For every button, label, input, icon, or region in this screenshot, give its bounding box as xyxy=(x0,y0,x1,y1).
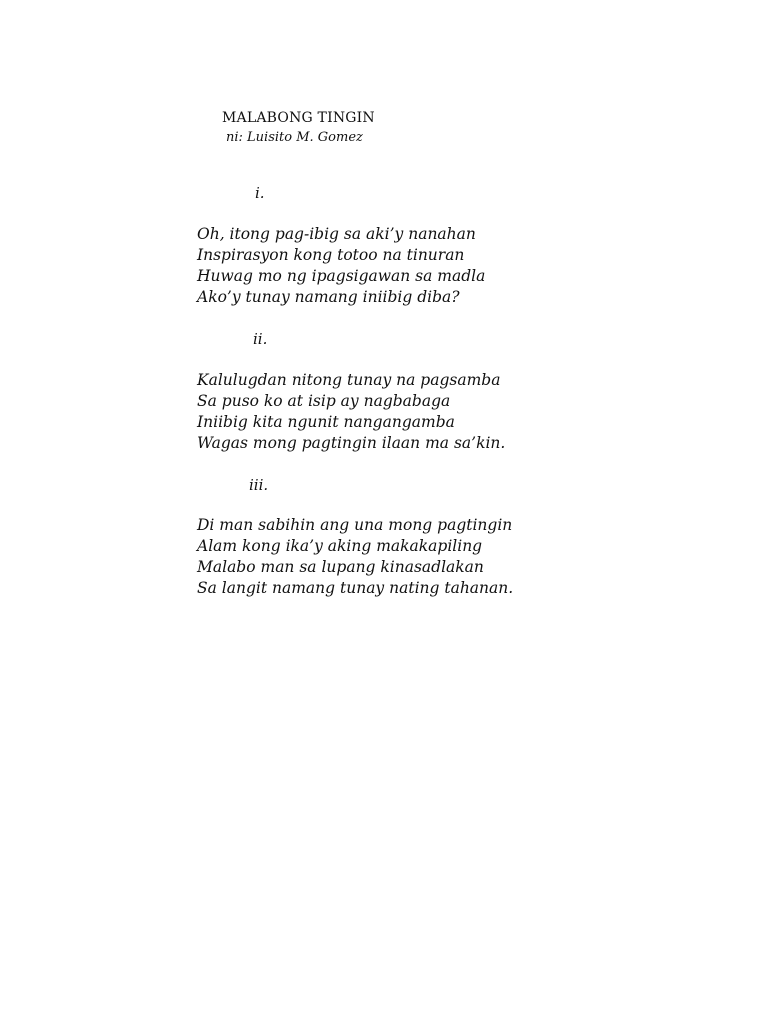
stanza-2-line-4: Wagas mong pagtingin ilaan ma sa’kin. xyxy=(197,434,506,452)
stanza-3-line-2: Alam kong ika’y aking makakapiling xyxy=(197,537,483,555)
stanza-1-line-4: Ako’y tunay namang iniibig diba? xyxy=(197,288,460,306)
stanza-number-2: ii. xyxy=(253,330,268,348)
stanza-number-1: i. xyxy=(255,184,265,202)
stanza-1-line-1: Oh, itong pag-ibig sa aki’y nanahan xyxy=(197,225,476,243)
stanza-2 xyxy=(197,370,505,454)
stanza-3-line-1: Di man sabihin ang una mong pagtingin xyxy=(197,516,513,534)
poem-title: MALABONG TINGIN xyxy=(222,110,375,126)
stanza-1-line-2: Inspirasyon kong totoo na tinuran xyxy=(197,246,465,264)
stanza-number-3: iii. xyxy=(249,476,269,494)
stanza-2-line-1: Kalulugdan nitong tunay na pagsamba xyxy=(197,371,501,389)
stanza-3 xyxy=(197,515,513,599)
poem-author: ni: Luisito M. Gomez xyxy=(226,130,363,145)
stanza-2-line-3: Iniibig kita ngunit nangangamba xyxy=(197,413,455,431)
stanza-1-line-3: Huwag mo ng ipagsigawan sa madla xyxy=(197,267,486,285)
stanza-1 xyxy=(197,224,485,308)
stanza-2-line-2: Sa puso ko at isip ay nagbabaga xyxy=(197,392,451,410)
stanza-3-line-4: Sa langit namang tunay nating tahanan. xyxy=(197,579,514,597)
stanza-3-line-3: Malabo man sa lupang kinasadlakan xyxy=(197,558,484,576)
